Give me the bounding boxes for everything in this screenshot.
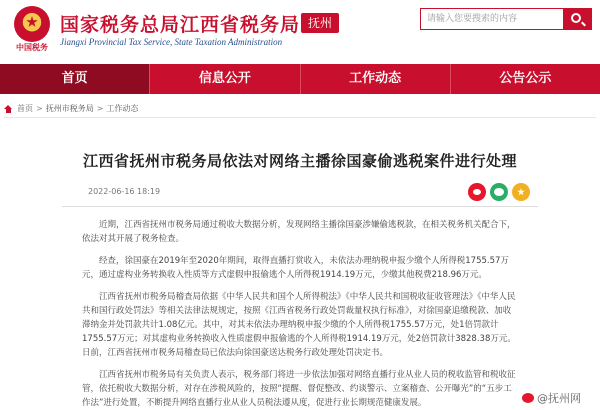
share-bar — [468, 183, 530, 201]
main-nav — [0, 64, 600, 94]
breadcrumb-home[interactable]: 首页 — [17, 104, 33, 113]
article-paragraph: 江西省抚州市税务局有关负责人表示，税务部门将进一步依法加强对网络直播行业从业人员的税收监管和税收征管，依托税收大数据分析，对存在涉税风险的，按照“提醒、督促整改、约谈警示、立案稽查、公开曝光”的“五步工作法”进行处置，不断提升网络直播行业从业人员税法遵从度，促进行业长期规范健康发展。 — [82, 370, 516, 408]
divider — [62, 206, 538, 207]
nav-item-work-news[interactable]: 工作动态 — [301, 64, 451, 94]
article-title: 江西省抚州市税务局依法对网络主播徐国豪偷逃税案件进行处理 — [82, 152, 517, 170]
site-title[interactable]: 国家税务总局江西省税务局 — [60, 14, 301, 36]
watermark-text: @抚州网 — [537, 392, 581, 405]
city-tag[interactable]: 抚州 — [301, 13, 339, 33]
article-paragraph: 江西省抚州市税务局稽查局依据《中华人民共和国个人所得税法》《中华人民共和国税收征收管理法》《中华人民共和国行政处罚法》等相关法律法规规定，按照《江西省税务行政处罚裁量权执行标准》，对徐国豪追缴税款、加收滞纳金并处罚款共计1.08亿元。其中，对其未依法办理纳税申报少缴的个人所得税1755.57万元，处1倍罚款计1755.57万元；对其虚构业务转换收入性质虚假申报偷逃的个人所得税1914.19万元，处2倍罚款计3828.38万元。日前，江西省抚州市税务局稽查局已依法向徐国豪送达税务行政处理处罚决定书。 — [82, 292, 516, 358]
breadcrumb-separator: > — [36, 104, 43, 113]
article-body — [82, 218, 518, 410]
breadcrumb-bureau[interactable]: 抚州市税务局 — [45, 104, 94, 113]
search-box — [420, 8, 592, 30]
qzone-icon[interactable] — [512, 183, 530, 201]
breadcrumb-separator: > — [96, 104, 104, 113]
nav-item-announcements[interactable]: 公告公示 — [499, 71, 552, 86]
breadcrumb-section[interactable]: 工作动态 — [106, 104, 139, 113]
article-meta — [88, 187, 168, 196]
nav-item-home[interactable]: 首页 — [0, 64, 150, 94]
watermark — [522, 390, 581, 406]
tax-emblem-icon[interactable] — [14, 6, 50, 42]
search-input[interactable] — [421, 9, 563, 29]
emblem-caption: 中国税务 — [16, 43, 48, 52]
article-date: 2022-06-16 18:19 — [88, 187, 161, 196]
weibo-logo-icon — [522, 393, 534, 403]
weibo-icon[interactable] — [468, 183, 486, 201]
home-icon — [4, 105, 13, 113]
site-subtitle: Jiangxi Provincial Tax Service, State Taxation Administration — [60, 37, 283, 47]
article-paragraph: 经查，徐国豪在2019年至2020年期间，取得直播打赏收入，未依法办理纳税申报少缴个人所得税1755.57万元，通过虚构业务转换收入性质等方式虚假申报偷逃个人所得税1914.19万元，少缴其他税费218.96万元。 — [82, 256, 509, 280]
search-icon — [571, 13, 581, 23]
search-button[interactable] — [563, 9, 591, 29]
nav-item-info-disclosure[interactable]: 信息公开 — [150, 64, 300, 94]
site-header — [0, 0, 600, 62]
breadcrumb — [4, 100, 596, 118]
wechat-icon[interactable] — [490, 183, 508, 201]
article-paragraph: 近期，江西省抚州市税务局通过税收大数据分析，发现网络主播徐国豪涉嫌偷逃税款，在相关税务机关配合下，依法对其开展了税务检查。 — [82, 220, 516, 244]
